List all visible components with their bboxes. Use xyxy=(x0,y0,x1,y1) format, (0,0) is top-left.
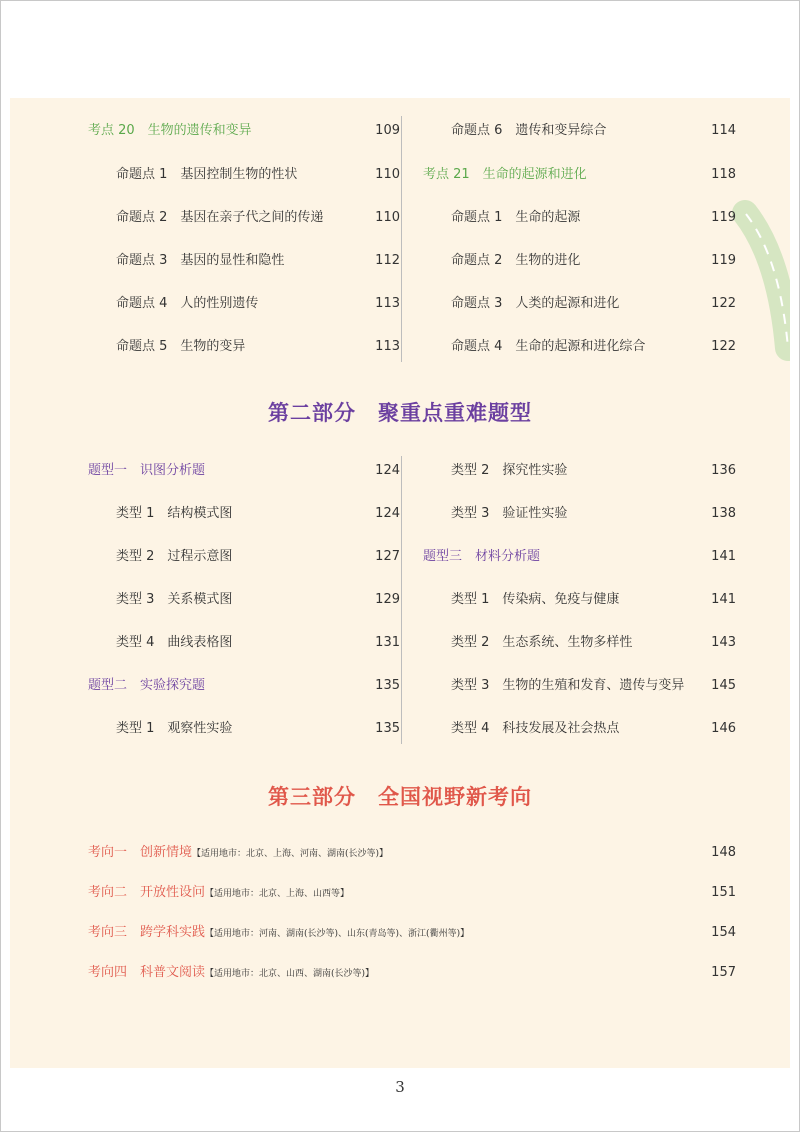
entry-label: 命题点 6 遗传和变异综合 xyxy=(451,123,607,138)
entry-label: 命题点 4 人的性别遗传 xyxy=(116,296,259,311)
toc-entry[interactable] xyxy=(423,459,736,483)
entry-page: 114 xyxy=(711,123,736,138)
toc-entry[interactable] xyxy=(423,163,736,187)
entry-page: 145 xyxy=(711,678,736,693)
toc-entry[interactable] xyxy=(423,249,736,273)
entry-label: 类型 4 曲线表格图 xyxy=(116,635,233,650)
entry-page: 157 xyxy=(711,965,736,980)
entry-label: 命题点 3 基因的显性和隐性 xyxy=(116,253,285,268)
entry-label: 类型 3 验证性实验 xyxy=(451,506,568,521)
entry-page: 122 xyxy=(711,339,736,354)
entry-page: 109 xyxy=(375,123,400,138)
entry-page: 138 xyxy=(711,506,736,521)
toc-entry[interactable] xyxy=(88,545,400,569)
toc-entry[interactable] xyxy=(423,292,736,316)
entry-page: 112 xyxy=(375,253,400,268)
entry-label: 考点 20 生物的遗传和变异 xyxy=(88,123,252,138)
entry-page: 110 xyxy=(375,167,400,182)
entry-label: 类型 2 探究性实验 xyxy=(451,463,568,478)
entry-page: 141 xyxy=(711,592,736,607)
toc-entry[interactable] xyxy=(88,502,400,526)
toc-entry[interactable] xyxy=(88,249,400,273)
entry-page: 135 xyxy=(375,678,400,693)
entry-page: 143 xyxy=(711,635,736,650)
toc-entry[interactable] xyxy=(88,292,400,316)
entry-page: 118 xyxy=(711,167,736,182)
entry-label: 类型 2 生态系统、生物多样性 xyxy=(451,635,633,650)
entry-page: 127 xyxy=(375,549,400,564)
entry-page: 141 xyxy=(711,549,736,564)
toc-entry[interactable] xyxy=(423,545,736,569)
page-number: 3 xyxy=(395,1078,405,1096)
entry-page: 122 xyxy=(711,296,736,311)
entry-page: 129 xyxy=(375,592,400,607)
entry-label: 考向二 开放性设问 xyxy=(88,885,206,900)
toc-entry[interactable] xyxy=(88,717,400,741)
toc-entry[interactable] xyxy=(88,674,400,698)
toc-entry[interactable] xyxy=(88,961,736,985)
toc-entry[interactable] xyxy=(88,206,400,230)
toc-entry[interactable] xyxy=(423,206,736,230)
toc-entry[interactable] xyxy=(88,459,400,483)
toc-entry[interactable] xyxy=(423,588,736,612)
entry-label: 类型 1 结构模式图 xyxy=(116,506,233,521)
entry-label: 命题点 1 生命的起源 xyxy=(451,210,581,225)
entry-label: 类型 3 关系模式图 xyxy=(116,592,233,607)
entry-label: 题型三 材料分析题 xyxy=(423,549,541,564)
entry-page: 113 xyxy=(375,296,400,311)
entry-label: 命题点 2 生物的进化 xyxy=(451,253,581,268)
toc-entry[interactable] xyxy=(88,335,400,359)
entry-label: 命题点 1 基因控制生物的性状 xyxy=(116,167,298,182)
toc-entry[interactable] xyxy=(88,841,736,865)
entry-page: 119 xyxy=(711,253,736,268)
entry-page: 110 xyxy=(375,210,400,225)
entry-label: 题型一 识图分析题 xyxy=(88,463,206,478)
entry-page: 124 xyxy=(375,463,400,478)
entry-label: 类型 3 生物的生殖和发育、遗传与变异 xyxy=(451,678,685,693)
entry-page: 151 xyxy=(711,885,736,900)
toc-entry[interactable] xyxy=(423,119,736,143)
entry-page: 148 xyxy=(711,845,736,860)
entry-label: 命题点 4 生命的起源和进化综合 xyxy=(451,339,646,354)
toc-entry[interactable] xyxy=(423,717,736,741)
entry-label: 类型 1 传染病、免疫与健康 xyxy=(451,592,620,607)
entry-label: 命题点 3 人类的起源和进化 xyxy=(451,296,620,311)
toc-entry[interactable] xyxy=(423,335,736,359)
entry-page: 131 xyxy=(375,635,400,650)
entry-label: 类型 2 过程示意图 xyxy=(116,549,233,564)
part2-title: 第二部分 聚重点重难题型 xyxy=(268,401,532,425)
toc-entry[interactable] xyxy=(88,881,736,905)
entry-label: 类型 1 观察性实验 xyxy=(116,721,233,736)
toc-entry[interactable] xyxy=(88,588,400,612)
entry-label: 命题点 2 基因在亲子代之间的传递 xyxy=(116,210,324,225)
entry-note: 【适用地市：北京、山西、湖南(长沙等)】 xyxy=(205,969,375,979)
part1-column-divider xyxy=(401,116,402,362)
entry-note: 【适用地市：北京、上海、河南、湖南(长沙等)】 xyxy=(192,849,389,859)
entry-label: 考向四 科普文阅读 xyxy=(88,965,206,980)
entry-label: 类型 4 科技发展及社会热点 xyxy=(451,721,620,736)
entry-label: 考向一 创新情境 xyxy=(88,845,193,860)
entry-page: 135 xyxy=(375,721,400,736)
entry-label: 考向三 跨学科实践 xyxy=(88,925,206,940)
entry-page: 154 xyxy=(711,925,736,940)
entry-page: 124 xyxy=(375,506,400,521)
entry-page: 113 xyxy=(375,339,400,354)
toc-entry[interactable] xyxy=(423,502,736,526)
part3-title: 第三部分 全国视野新考向 xyxy=(268,785,532,809)
entry-label: 题型二 实验探究题 xyxy=(88,678,206,693)
entry-label: 命题点 5 生物的变异 xyxy=(116,339,246,354)
toc-entry[interactable] xyxy=(88,631,400,655)
entry-page: 146 xyxy=(711,721,736,736)
entry-note: 【适用地市：北京、上海、山西等】 xyxy=(205,889,350,899)
part2-column-divider xyxy=(401,456,402,744)
entry-page: 136 xyxy=(711,463,736,478)
toc-entry[interactable] xyxy=(88,119,400,143)
toc-entry[interactable] xyxy=(423,631,736,655)
entry-label: 考点 21 生命的起源和进化 xyxy=(423,167,587,182)
toc-entry[interactable] xyxy=(88,921,736,945)
entry-note: 【适用地市：河南、湖南(长沙等)、山东(青岛等)、浙江(衢州等)】 xyxy=(205,929,470,939)
toc-entry[interactable] xyxy=(88,163,400,187)
entry-page: 119 xyxy=(711,210,736,225)
toc-entry[interactable] xyxy=(423,674,736,698)
